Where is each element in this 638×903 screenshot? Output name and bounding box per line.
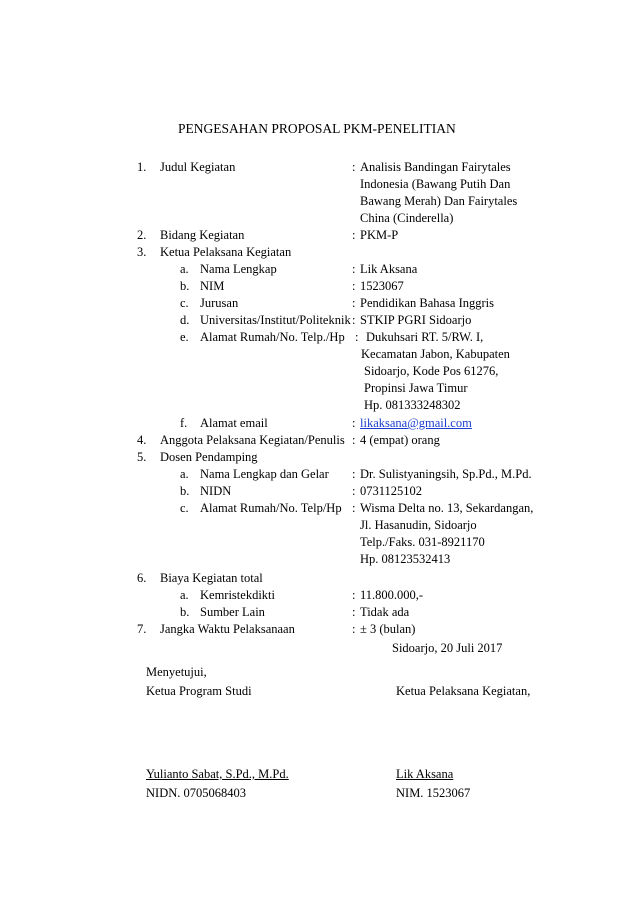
item-3c-value: Pendidikan Bahasa Inggris (360, 296, 495, 310)
item-5b-value: 0731125102 (360, 484, 423, 498)
item-6b-label: Sumber Lain (200, 605, 265, 619)
item-3c-colon: : (352, 296, 356, 310)
item-3d-colon: : (352, 313, 356, 327)
item-7-label: Jangka Waktu Pelaksanaan (160, 622, 295, 636)
item-5-number: 5. (137, 450, 147, 464)
item-6a-colon: : (352, 588, 356, 602)
item-2-number: 2. (137, 228, 147, 242)
item-5c-value-line4: Hp. 08123532413 (360, 552, 451, 566)
right-signer-name: Lik Aksana (396, 767, 454, 781)
item-6a-label: Kemristekdikti (200, 588, 275, 602)
item-3b-value: 1523067 (360, 279, 404, 293)
item-3d-label: Universitas/Institut/Politeknik (200, 313, 351, 327)
item-3d-value: STKIP PGRI Sidoarjo (360, 313, 472, 327)
item-5b-letter: b. (180, 484, 190, 498)
item-5-label: Dosen Pendamping (160, 450, 258, 464)
page-title: PENGESAHAN PROPOSAL PKM-PENELITIAN (178, 121, 456, 136)
item-3e-value-line1: Dukuhsari RT. 5/RW. I, (366, 330, 484, 344)
item-4-label: Anggota Pelaksana Kegiatan/Penulis (160, 433, 345, 447)
item-5a-colon: : (352, 467, 356, 481)
item-3e-value-line3: Sidoarjo, Kode Pos 61276, (364, 364, 499, 378)
item-2-label: Bidang Kegiatan (160, 228, 245, 242)
item-7-colon: : (352, 622, 356, 636)
item-6-number: 6. (137, 571, 147, 585)
item-3f-label: Alamat email (200, 416, 268, 430)
item-5b-label: NIDN (200, 484, 232, 498)
left-signer-name: Yulianto Sabat, S.Pd., M.Pd. (146, 767, 289, 781)
item-3e-colon: : (355, 330, 359, 344)
item-3f-letter: f. (180, 416, 188, 430)
item-5c-value-line2: Jl. Hasanudin, Sidoarjo (360, 518, 477, 532)
email-link[interactable]: likaksana@gmail.com (360, 416, 472, 430)
item-1-value-line1: Analisis Bandingan Fairytales (360, 160, 511, 174)
item-2-colon: : (352, 228, 356, 242)
item-5c-value-line1: Wisma Delta no. 13, Sekardangan, (360, 501, 534, 515)
right-signer-id: NIM. 1523067 (396, 786, 471, 800)
item-6-label: Biaya Kegiatan total (160, 571, 263, 585)
item-7-value: ± 3 (bulan) (360, 622, 416, 636)
item-5a-value: Dr. Sulistyaningsih, Sp.Pd., M.Pd. (360, 467, 532, 481)
item-3a-label: Nama Lengkap (200, 262, 277, 276)
item-5c-value-line3: Telp./Faks. 031-8921170 (360, 535, 485, 549)
item-3b-colon: : (352, 279, 356, 293)
approval-heading: Menyetujui, (146, 665, 207, 679)
item-6b-colon: : (352, 605, 356, 619)
item-5a-letter: a. (180, 467, 189, 481)
item-1-value-line3: Bawang Merah) Dan Fairytales (360, 194, 518, 208)
item-5a-label: Nama Lengkap dan Gelar (200, 467, 329, 481)
item-6b-letter: b. (180, 605, 190, 619)
item-3e-label: Alamat Rumah/No. Telp./Hp (200, 330, 345, 344)
item-6b-value: Tidak ada (360, 605, 410, 619)
item-3d-letter: d. (180, 313, 190, 327)
item-6a-value: 11.800.000,- (360, 588, 424, 602)
item-3b-letter: b. (180, 279, 190, 293)
left-signer-id: NIDN. 0705068403 (146, 786, 246, 800)
item-3b-label: NIM (200, 279, 225, 293)
place-date: Sidoarjo, 20 Juli 2017 (392, 641, 503, 655)
item-3e-value-line5: Hp. 081333248302 (364, 398, 461, 412)
item-5c-letter: c. (180, 501, 189, 515)
item-3c-letter: c. (180, 296, 189, 310)
right-signer-role: Ketua Pelaksana Kegiatan, (396, 684, 531, 698)
item-5b-colon: : (352, 484, 356, 498)
item-1-colon: : (352, 160, 356, 174)
item-1-value-line4: China (Cinderella) (360, 211, 454, 225)
item-5c-label: Alamat Rumah/No. Telp/Hp (200, 501, 342, 515)
item-1-number: 1. (137, 160, 147, 174)
item-6a-letter: a. (180, 588, 189, 602)
item-4-number: 4. (137, 433, 147, 447)
item-2-value: PKM-P (360, 228, 399, 242)
item-4-colon: : (352, 433, 356, 447)
item-3a-colon: : (352, 262, 356, 276)
item-1-label: Judul Kegiatan (160, 160, 236, 174)
left-signer-role: Ketua Program Studi (146, 684, 252, 698)
item-3c-label: Jurusan (200, 296, 239, 310)
item-7-number: 7. (137, 622, 147, 636)
item-4-value: 4 (empat) orang (360, 433, 440, 447)
item-3a-value: Lik Aksana (360, 262, 418, 276)
item-3f-colon: : (352, 416, 356, 430)
item-5c-colon: : (352, 501, 356, 515)
item-3e-value-line4: Propinsi Jawa Timur (364, 381, 468, 395)
item-1-value-line2: Indonesia (Bawang Putih Dan (360, 177, 511, 191)
item-3e-letter: e. (180, 330, 189, 344)
item-3a-letter: a. (180, 262, 189, 276)
item-3-number: 3. (137, 245, 147, 259)
item-3-label: Ketua Pelaksana Kegiatan (160, 245, 292, 259)
item-3e-value-line2: Kecamatan Jabon, Kabupaten (361, 347, 510, 361)
